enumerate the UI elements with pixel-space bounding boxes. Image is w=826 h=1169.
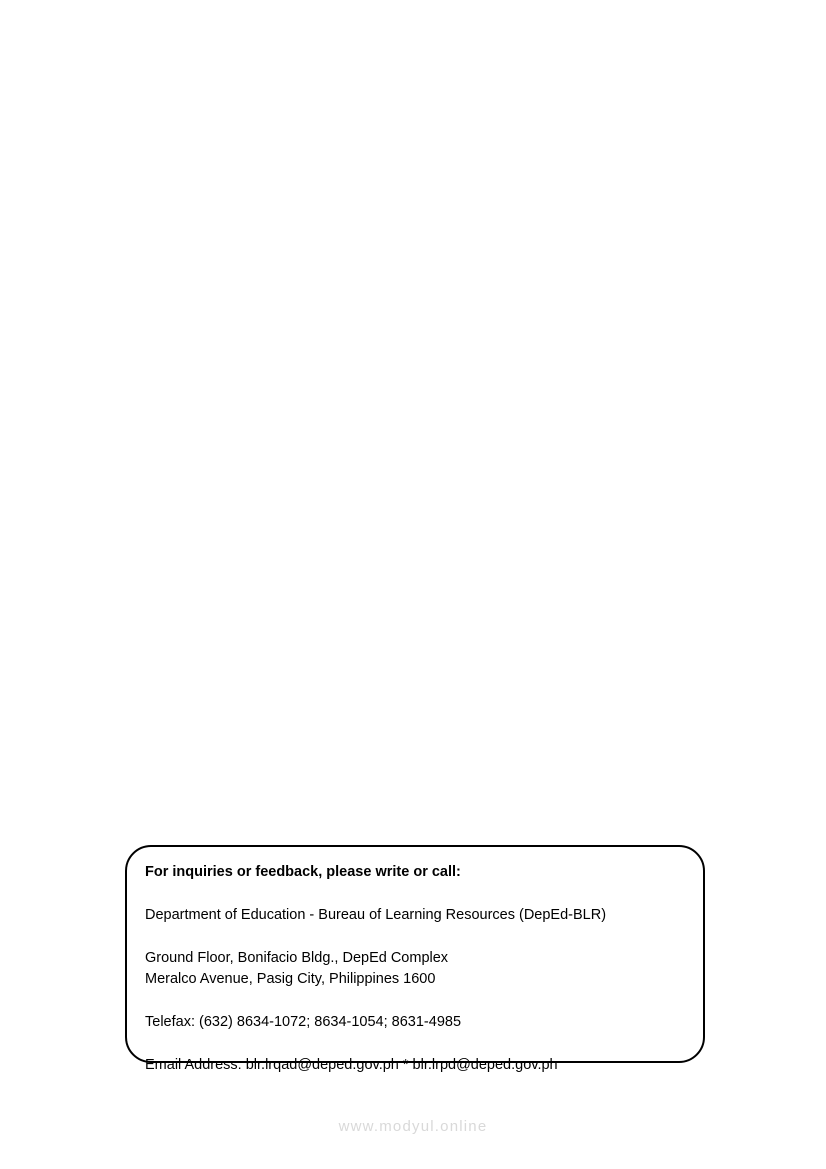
spacer	[145, 882, 687, 906]
contact-address-line-2: Meralco Avenue, Pasig City, Philippines 1600	[145, 971, 436, 988]
contact-heading: For inquiries or feedback, please write or call:	[145, 864, 461, 880]
contact-address-line-1: Ground Floor, Bonifacio Bldg., DepEd Complex	[145, 949, 449, 966]
watermark-text: www.modyul.online	[338, 1118, 488, 1135]
spacer	[145, 989, 687, 1013]
contact-telefax: Telefax: (632) 8634-1072; 8634-1054; 8631-4985	[145, 1014, 462, 1031]
spacer	[145, 1032, 687, 1056]
contact-info-box	[125, 845, 705, 1074]
contact-email: Email Address: blr.lrqad@deped.gov.ph * blr.lrpd@deped.gov.ph	[145, 1057, 558, 1074]
spacer	[145, 925, 687, 949]
contact-organization: Department of Education - Bureau of Learning Resources (DepEd-BLR)	[145, 906, 607, 923]
contact-info-content	[145, 863, 687, 1075]
